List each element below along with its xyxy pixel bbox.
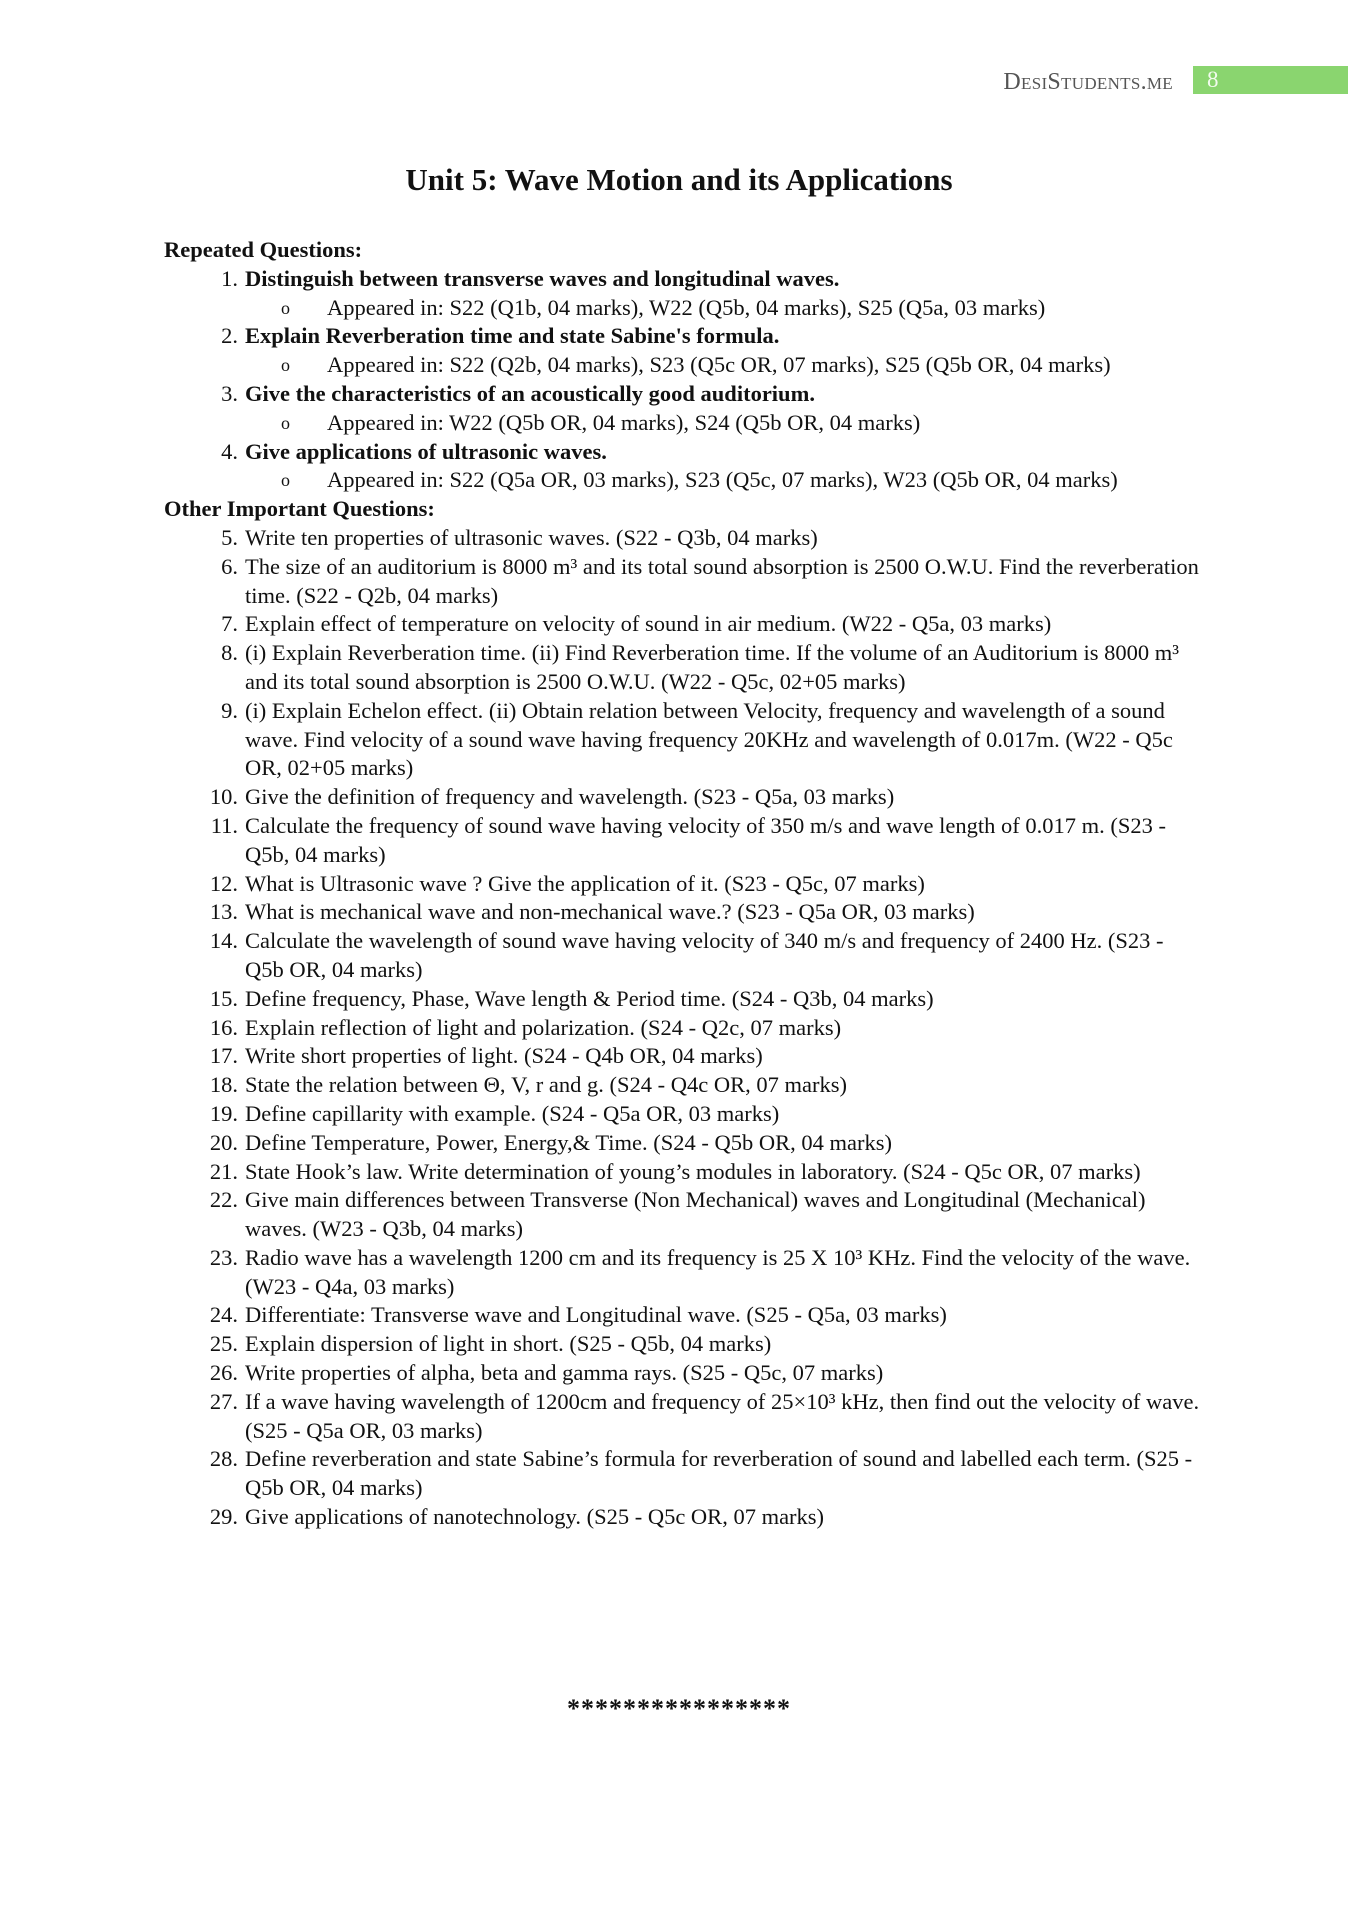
question-number: 21. — [209, 1158, 238, 1184]
question-number: 4. — [221, 438, 238, 464]
appeared-in-text: Appeared in: W22 (Q5b OR, 04 marks), S24 (Q5b OR, 04 marks) — [327, 409, 921, 435]
question-text: Calculate the wavelength of sound wave having velocity of 340 m/s and frequency of 2400 Hz. (S23 - Q5b OR, 04 marks) — [245, 928, 1164, 982]
question-number: 27. — [209, 1388, 238, 1414]
question-number: 22. — [209, 1187, 238, 1213]
circle-bullet-icon: o — [281, 470, 290, 491]
question-text: Define capillarity with example. (S24 - Q5a OR, 03 marks) — [245, 1100, 780, 1126]
question-number: 24. — [209, 1302, 238, 1328]
circle-bullet-icon: o — [281, 412, 290, 433]
appeared-in-item — [164, 409, 1204, 438]
question-number: 14. — [209, 928, 238, 954]
appeared-in-item — [164, 294, 1204, 323]
other-question-item — [164, 1503, 1204, 1532]
appeared-in-text: Appeared in: S22 (Q2b, 04 marks), S23 (Q5c OR, 07 marks), S25 (Q5b OR, 04 marks) — [327, 352, 1111, 378]
question-text: Write ten properties of ultrasonic waves. (S22 - Q3b, 04 marks) — [245, 524, 818, 550]
circle-bullet-icon: o — [281, 297, 290, 318]
appeared-in-item — [164, 351, 1204, 380]
question-number: 15. — [209, 985, 238, 1011]
question-text: Explain dispersion of light in short. (S25 - Q5b, 04 marks) — [245, 1331, 772, 1357]
appeared-in-text: Appeared in: S22 (Q1b, 04 marks), W22 (Q5b, 04 marks), S25 (Q5a, 03 marks) — [327, 294, 1046, 320]
other-question-item — [164, 927, 1204, 985]
repeated-question-item — [164, 380, 1204, 409]
question-number: 17. — [209, 1043, 238, 1069]
question-number: 10. — [209, 784, 238, 810]
question-text: Give main differences between Transverse (Non Mechanical) waves and Longitudinal (Mechanical) waves. (W23 - Q3b, 04 marks) — [245, 1187, 1146, 1242]
question-text: What is mechanical wave and non-mechanical wave.? (S23 - Q5a OR, 03 marks) — [245, 899, 975, 925]
question-text: Differentiate: Transverse wave and Longitudinal wave. (S25 - Q5a, 03 marks) — [245, 1302, 947, 1328]
question-number: 26. — [209, 1360, 238, 1386]
repeated-question-item — [164, 322, 1204, 351]
question-number: 29. — [209, 1504, 238, 1530]
other-question-item — [164, 1071, 1204, 1100]
appeared-in-item — [164, 466, 1204, 495]
question-number: 16. — [209, 1014, 238, 1040]
question-text: (i) Explain Reverberation time. (ii) Find Reverberation time. If the volume of an Auditorium is 8000 m³ and its total sound absorption is 2500 O.W.U. (W22 - Q5c, 02+05 marks) — [245, 640, 1180, 694]
other-question-item — [164, 1158, 1204, 1187]
other-question-item — [164, 1244, 1204, 1302]
question-number: 11. — [210, 812, 238, 838]
page-title: Unit 5: Wave Motion and its Applications — [405, 162, 953, 197]
question-number: 19. — [209, 1100, 238, 1126]
question-number: 9. — [221, 697, 238, 723]
appeared-in-text: Appeared in: S22 (Q5a OR, 03 marks), S23 (Q5c, 07 marks), W23 (Q5b OR, 04 marks) — [327, 467, 1118, 493]
question-number: 1. — [221, 265, 238, 291]
question-number: 18. — [209, 1072, 238, 1098]
question-text: Explain Reverberation time and state Sabine's formula. — [245, 323, 780, 349]
other-question-item — [164, 1301, 1204, 1330]
question-number: 5. — [221, 524, 238, 550]
other-question-item — [164, 1388, 1204, 1446]
question-number: 13. — [209, 899, 238, 925]
document-body — [164, 236, 1204, 1532]
site-name: DesiStudents.me — [1003, 69, 1173, 95]
question-number: 6. — [221, 553, 238, 579]
question-text: Write properties of alpha, beta and gamma rays. (S25 - Q5c, 07 marks) — [245, 1360, 884, 1386]
other-question-item — [164, 783, 1204, 812]
question-text: State the relation between Θ, V, r and g. (S24 - Q4c OR, 07 marks) — [245, 1072, 847, 1098]
repeated-questions-list — [164, 265, 1204, 495]
repeated-questions-heading: Repeated Questions: — [164, 237, 363, 262]
question-number: 20. — [209, 1129, 238, 1155]
question-text: Give applications of ultrasonic waves. — [245, 438, 607, 464]
question-text: Give applications of nanotechnology. (S25 - Q5c OR, 07 marks) — [245, 1504, 825, 1530]
other-question-item — [164, 524, 1204, 553]
other-question-item — [164, 553, 1204, 611]
question-text: Radio wave has a wavelength 1200 cm and its frequency is 25 X 10³ KHz. Find the velocity of the wave. (W23 - Q4a, 03 marks) — [245, 1244, 1191, 1299]
question-text: State Hook’s law. Write determination of young’s modules in laboratory. (S24 - Q5c OR, 07 marks) — [245, 1158, 1141, 1184]
other-question-item — [164, 1186, 1204, 1244]
other-question-item — [164, 898, 1204, 927]
other-question-item — [164, 1330, 1204, 1359]
question-text: Write short properties of light. (S24 - Q4b OR, 04 marks) — [245, 1043, 763, 1069]
other-question-item — [164, 1445, 1204, 1503]
repeated-question-item — [164, 265, 1204, 294]
other-question-item — [164, 1100, 1204, 1129]
page-header — [0, 66, 1358, 96]
question-text: Give the characteristics of an acoustically good auditorium. — [245, 380, 815, 406]
question-number: 23. — [209, 1244, 238, 1270]
other-questions-list — [164, 524, 1204, 1532]
other-question-item — [164, 985, 1204, 1014]
page-number-badge — [1193, 66, 1348, 94]
question-text: Explain reflection of light and polarization. (S24 - Q2c, 07 marks) — [245, 1014, 842, 1040]
other-question-item — [164, 610, 1204, 639]
other-question-item — [164, 1042, 1204, 1071]
repeated-question-item — [164, 438, 1204, 467]
other-question-item — [164, 1359, 1204, 1388]
question-text: Distinguish between transverse waves and longitudinal waves. — [245, 265, 840, 291]
question-text: What is Ultrasonic wave ? Give the application of it. (S23 - Q5c, 07 marks) — [245, 870, 925, 896]
question-text: The size of an auditorium is 8000 m³ and its total sound absorption is 2500 O.W.U. Find the reverberation time. (S22 - Q2b, 04 marks) — [245, 553, 1199, 608]
other-question-item — [164, 1014, 1204, 1043]
question-number: 3. — [221, 380, 238, 406]
question-number: 2. — [221, 323, 238, 349]
question-text: (i) Explain Echelon effect. (ii) Obtain relation between Velocity, frequency and wavelength of a sound wave. Find velocity of a sound wave having frequency 20KHz and wavelength of 0.017m. (W22 - Q5c OR, 02+05 marks) — [245, 697, 1173, 781]
other-questions-heading: Other Important Questions: — [164, 496, 435, 522]
other-question-item — [164, 812, 1204, 870]
question-number: 28. — [209, 1446, 238, 1472]
circle-bullet-icon: o — [281, 355, 290, 376]
other-question-item — [164, 1129, 1204, 1158]
other-question-item — [164, 870, 1204, 899]
question-text: If a wave having wavelength of 1200cm and frequency of 25×10³ kHz, then find out the velocity of wave. (S25 - Q5a OR, 03 marks) — [245, 1388, 1200, 1443]
page-number: 8 — [1207, 67, 1219, 92]
question-text: Define frequency, Phase, Wave length & Period time. (S24 - Q3b, 04 marks) — [245, 985, 934, 1011]
question-text: Calculate the frequency of sound wave having velocity of 350 m/s and wave length of 0.017 m. (S23 - Q5b, 04 marks) — [245, 812, 1167, 867]
question-number: 8. — [221, 640, 238, 666]
other-question-item — [164, 639, 1204, 697]
other-question-item — [164, 697, 1204, 783]
question-text: Define Temperature, Power, Energy,& Time. (S24 - Q5b OR, 04 marks) — [245, 1129, 893, 1155]
question-text: Give the definition of frequency and wavelength. (S23 - Q5a, 03 marks) — [245, 784, 895, 810]
question-text: Define reverberation and state Sabine’s formula for reverberation of sound and labelled each term. (S25 - Q5b OR, 04 marks) — [245, 1446, 1193, 1501]
question-number: 25. — [209, 1331, 238, 1357]
end-separator: **************** — [567, 1694, 791, 1723]
question-text: Explain effect of temperature on velocity of sound in air medium. (W22 - Q5a, 03 marks) — [245, 611, 1052, 637]
question-number: 7. — [221, 611, 238, 637]
question-number: 12. — [209, 870, 238, 896]
